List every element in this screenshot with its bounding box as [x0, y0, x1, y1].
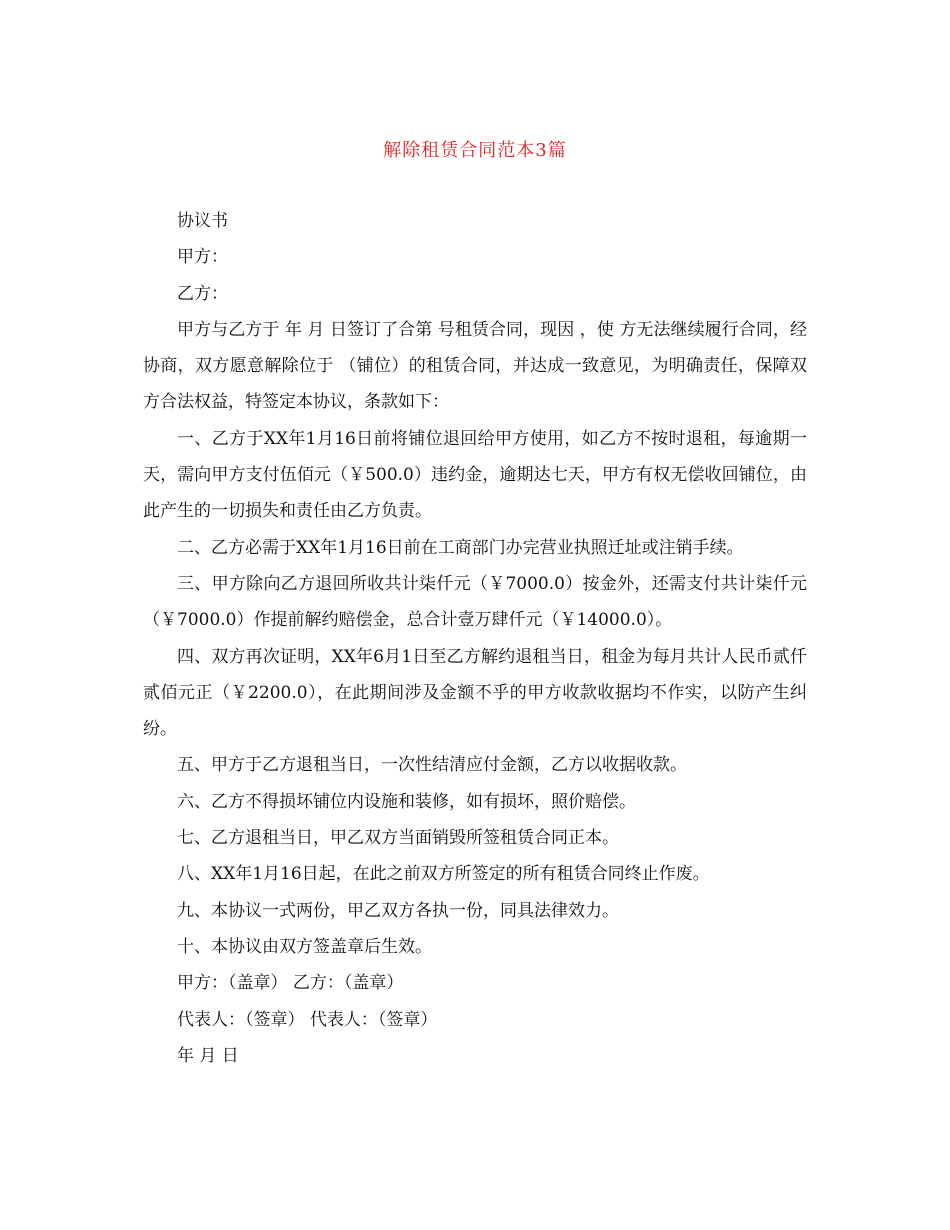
- clause-4: 四、双方再次证明，XX年6月1日至乙方解约退租当日，租金为每月共计人民币贰仟贰佰元正（￥2200.0），在此期间涉及金额不乎的甲方收款收据均不作实，以防产生纠纷。: [143, 646, 807, 740]
- party-b-line: 乙方：: [177, 283, 228, 304]
- signature-line: 代表人：（签章） 代表人：（签章）: [177, 1009, 438, 1030]
- document-body: [143, 203, 807, 1074]
- document-title: 解除租赁合同范本3篇: [383, 140, 567, 161]
- preamble-paragraph: 甲方与乙方于 年 月 日签订了合第 号租赁合同，现因 ，使 方无法继续履行合同，经协商，双方愿意解除位于 （铺位）的租赁合同，并达成一致意见，为明确责任，保障双方合法权益，特签定本协议，条款如下：: [143, 319, 807, 413]
- heading-agreement: 协议书: [177, 211, 228, 231]
- clause-8: 八、XX年1月16日起，在此之前双方所签定的所有租赁合同终止作废。: [177, 864, 710, 885]
- clause-2: 二、乙方必需于XX年1月16日前在工商部门办完营业执照迁址或注销手续。: [177, 537, 744, 558]
- clause-1: 一、乙方于XX年1月16日前将铺位退回给甲方使用，如乙方不按时退租，每逾期一天，需向甲方支付伍佰元（￥500.0）违约金，逾期达七天，甲方有权无偿收回铺位，由此产生的一切损失和责任由乙方负责。: [143, 428, 807, 522]
- date-line: 年 月 日: [177, 1045, 239, 1066]
- party-a-line: 甲方：: [177, 247, 228, 268]
- clause-5: 五、甲方于乙方退租当日，一次性结清应付金额，乙方以收据收款。: [177, 755, 687, 776]
- clause-9: 九、本协议一式两份，甲乙双方各执一份，同具法律效力。: [177, 900, 619, 921]
- clause-10: 十、本协议由双方签盖章后生效。: [177, 936, 432, 957]
- clause-7: 七、乙方退租当日，甲乙双方当面销毁所签租赁合同正本。: [177, 828, 619, 849]
- clause-3: 三、甲方除向乙方退回所收共计柒仟元（￥7000.0）按金外，还需支付共计柒仟元（￥7000.0）作提前解约赔偿金，总合计壹万肆仟元（￥14000.0）。: [143, 573, 807, 631]
- clause-6: 六、乙方不得损坏铺位内设施和装修，如有损坏，照价赔偿。: [177, 791, 636, 812]
- seal-line: 甲方：（盖章） 乙方：（盖章）: [177, 973, 404, 994]
